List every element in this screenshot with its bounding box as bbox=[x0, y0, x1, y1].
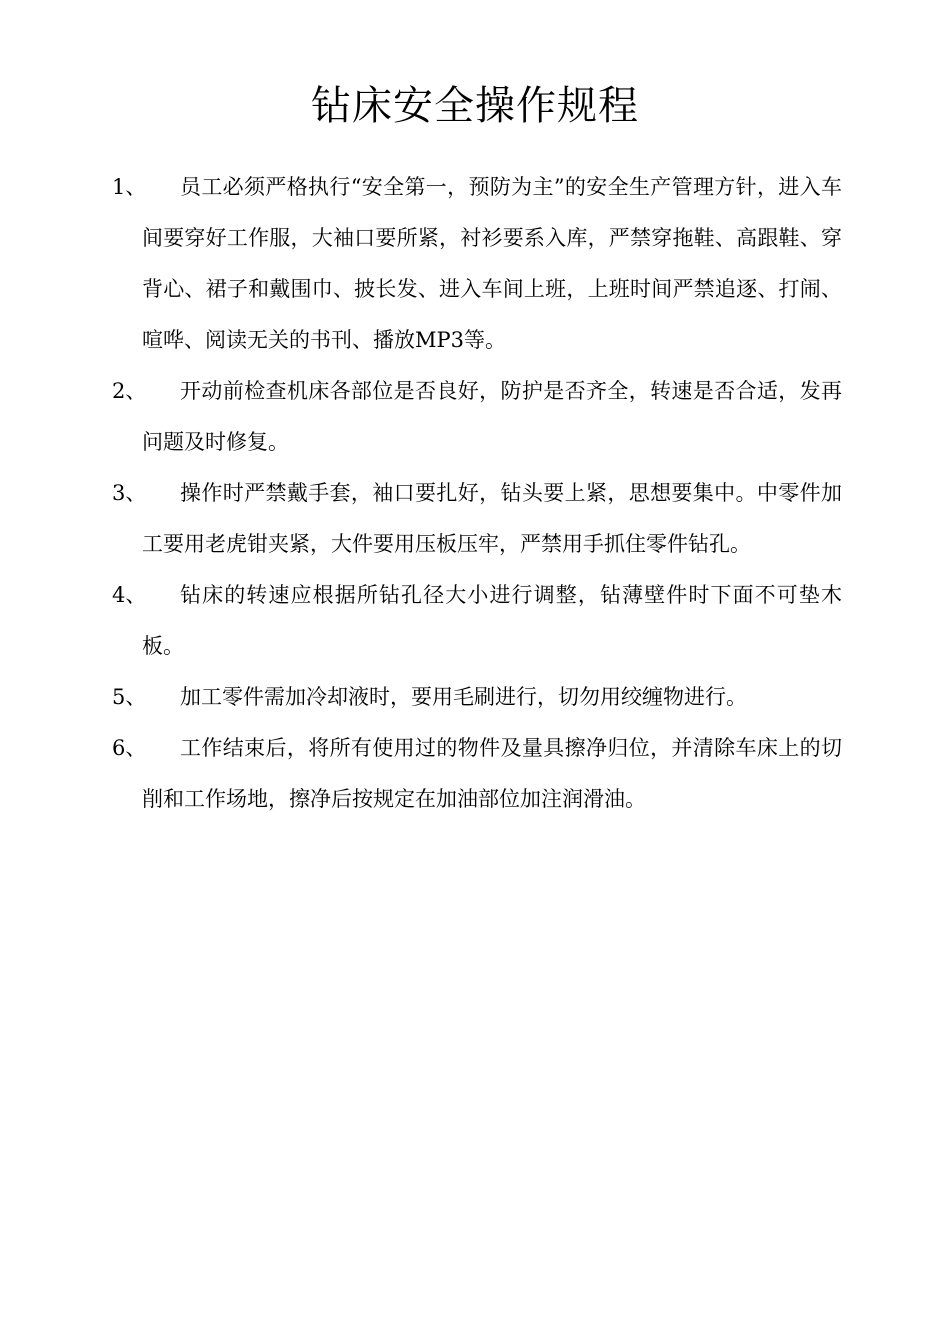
rule-text: 钻床的转速应根据所钻孔径大小进行调整，钻薄壁件时下面不可垫木板。 bbox=[142, 583, 842, 658]
rule-text: 开动前检查机床各部位是否良好，防护是否齐全，转速是否合适，发再问题及时修复。 bbox=[142, 379, 842, 454]
rule-item-4 bbox=[112, 570, 842, 672]
document-title: 钻床安全操作规程 bbox=[311, 83, 639, 129]
rule-item-6 bbox=[112, 723, 842, 825]
rule-number: 4、 bbox=[112, 583, 147, 607]
rule-number: 3、 bbox=[112, 481, 147, 505]
rule-text: 工作结束后，将所有使用过的物件及量具擦净归位，并清除车床上的切削和工作场地，擦净后按规定在加油部位加注润滑油。 bbox=[142, 736, 842, 811]
rule-number: 6、 bbox=[112, 736, 147, 760]
rule-text: 操作时严禁戴手套，袖口要扎好，钻头要上紧，思想要集中。中零件加工要用老虎钳夹紧，大件要用压板压牢，严禁用手抓住零件钻孔。 bbox=[142, 481, 842, 556]
rule-text: 员工必须严格执行“安全第一，预防为主”的安全生产管理方针，进入车间要穿好工作服，大袖口要所紧，衬衫要系入库，严禁穿拖鞋、高跟鞋、穿背心、裙子和戴围巾、披长发、进入车间上班，上班时间严禁追逐、打闹、喧哗、阅读无关的书刊、播放MP3等。 bbox=[142, 175, 842, 352]
rule-number: 1、 bbox=[112, 175, 147, 199]
rule-item-5 bbox=[112, 672, 842, 723]
rule-item-3 bbox=[112, 468, 842, 570]
rule-item-1 bbox=[112, 162, 842, 366]
rule-text: 加工零件需加冷却液时，要用毛刷进行，切勿用绞缠物进行。 bbox=[180, 685, 747, 709]
rules-list bbox=[112, 162, 842, 825]
rule-item-2 bbox=[112, 366, 842, 468]
rule-number: 2、 bbox=[112, 379, 147, 403]
rule-number: 5、 bbox=[112, 685, 147, 709]
